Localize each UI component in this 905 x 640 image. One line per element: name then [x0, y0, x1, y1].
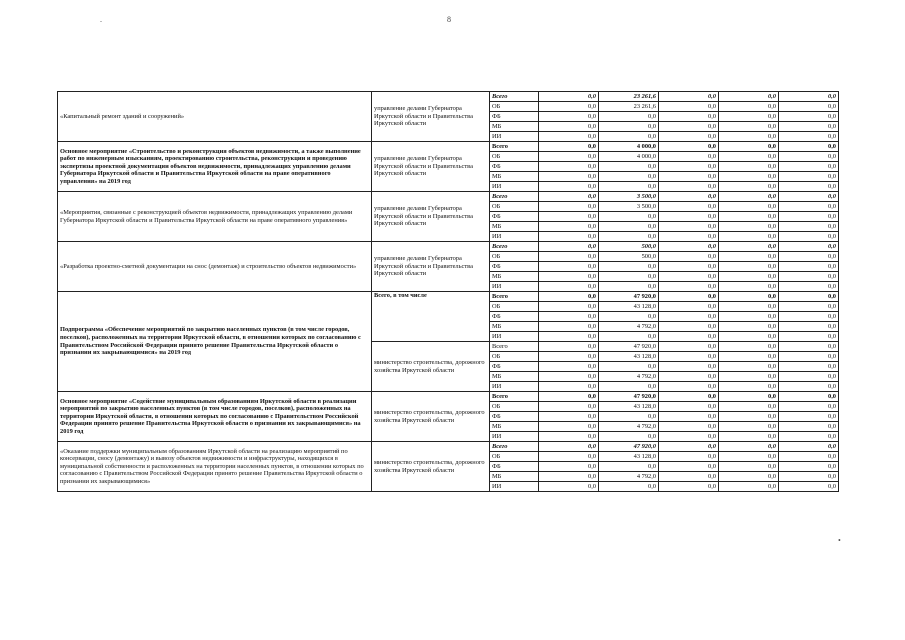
amount-cell: 0,0 — [599, 212, 659, 222]
amount-cell: 0,0 — [659, 182, 719, 192]
funding-source: ИИ — [490, 332, 539, 342]
amount-cell: 0,0 — [659, 422, 719, 432]
amount-cell: 0,0 — [719, 142, 779, 152]
responsible-org: управление делами Губернатора Иркутской области и Правительства Иркутской области — [372, 92, 490, 142]
amount-cell: 0,0 — [659, 452, 719, 462]
amount-cell: 0,0 — [779, 112, 839, 122]
amount-cell: 0,0 — [779, 162, 839, 172]
funding-source: ФБ — [490, 212, 539, 222]
amount-cell: 0,0 — [659, 142, 719, 152]
funding-source: ИИ — [490, 482, 539, 492]
amount-cell: 0,0 — [779, 232, 839, 242]
amount-cell: 0,0 — [719, 182, 779, 192]
amount-cell: 4 792,0 — [599, 372, 659, 382]
amount-cell: 0,0 — [719, 302, 779, 312]
funding-source: МБ — [490, 272, 539, 282]
amount-cell: 0,0 — [779, 322, 839, 332]
funding-source: ОБ — [490, 352, 539, 362]
amount-cell: 0,0 — [659, 352, 719, 362]
amount-cell: 0,0 — [659, 442, 719, 452]
amount-cell: 0,0 — [539, 312, 599, 322]
table-row — [58, 142, 839, 152]
activity-title: «Капитальный ремонт зданий и сооружений» — [58, 92, 372, 142]
activity-title: Основное мероприятие «Содействие муниципальным образованиям Иркутской области в реализации мероприятий по закрытию населенных пунктов (в том числе городов, поселков), расположенных на территории Иркутской области, в отношении которых по согласованию с Правительством Российской Федерации принято решение Правительства Иркутской области о признании их закрывающимися» на 2019 год — [58, 392, 372, 442]
amount-cell: 0,0 — [779, 312, 839, 322]
amount-cell: 0,0 — [779, 302, 839, 312]
funding-source: ФБ — [490, 412, 539, 422]
amount-cell: 0,0 — [719, 452, 779, 462]
activity-title: Основное мероприятие «Строительство и реконструкция объектов недвижимости, а также выполнение работ по инженерным изысканиям, проектированию строительства, реконструкции и проведению экспертизы проектной документации объектов недвижимости, принадлежащих управлению делами Губернатора Иркутской области и Правительства Иркутской области на праве оперативного управления» на 2019 год — [58, 142, 372, 192]
funding-source: Всего — [490, 442, 539, 452]
amount-cell: 0,0 — [719, 462, 779, 472]
funding-source: ОБ — [490, 152, 539, 162]
amount-cell: 0,0 — [659, 162, 719, 172]
amount-cell: 43 128,0 — [599, 302, 659, 312]
amount-cell: 0,0 — [599, 332, 659, 342]
amount-cell: 0,0 — [539, 92, 599, 102]
amount-cell: 0,0 — [599, 112, 659, 122]
funding-source: ИИ — [490, 182, 539, 192]
amount-cell: 0,0 — [659, 272, 719, 282]
funding-source: ФБ — [490, 312, 539, 322]
amount-cell: 0,0 — [659, 472, 719, 482]
amount-cell: 0,0 — [719, 292, 779, 302]
amount-cell: 43 128,0 — [599, 352, 659, 362]
amount-cell: 0,0 — [779, 282, 839, 292]
responsible-org: министерство строительства, дорожного хозяйства Иркутской области — [372, 392, 490, 442]
amount-cell: 0,0 — [779, 372, 839, 382]
table-row — [58, 392, 839, 402]
amount-cell: 0,0 — [599, 382, 659, 392]
amount-cell: 0,0 — [539, 362, 599, 372]
amount-cell: 0,0 — [719, 252, 779, 262]
responsible-org: управление делами Губернатора Иркутской области и Правительства Иркутской области — [372, 242, 490, 292]
amount-cell: 0,0 — [719, 192, 779, 202]
amount-cell: 47 920,0 — [599, 392, 659, 402]
funding-source: ФБ — [490, 362, 539, 372]
amount-cell: 0,0 — [719, 312, 779, 322]
amount-cell: 0,0 — [599, 172, 659, 182]
funding-source: ИИ — [490, 232, 539, 242]
amount-cell: 0,0 — [539, 412, 599, 422]
amount-cell: 0,0 — [659, 152, 719, 162]
amount-cell: 0,0 — [539, 242, 599, 252]
amount-cell: 0,0 — [539, 482, 599, 492]
amount-cell: 0,0 — [719, 392, 779, 402]
amount-cell: 0,0 — [779, 122, 839, 132]
amount-cell: 0,0 — [539, 122, 599, 132]
amount-cell: 0,0 — [539, 322, 599, 332]
amount-cell: 0,0 — [599, 262, 659, 272]
amount-cell: 0,0 — [539, 172, 599, 182]
amount-cell: 0,0 — [539, 252, 599, 262]
amount-cell: 0,0 — [779, 402, 839, 412]
funding-source: ИИ — [490, 132, 539, 142]
amount-cell: 0,0 — [539, 132, 599, 142]
funding-source: ФБ — [490, 262, 539, 272]
funding-source: ИИ — [490, 282, 539, 292]
amount-cell: 0,0 — [779, 472, 839, 482]
amount-cell: 500,0 — [599, 242, 659, 252]
amount-cell: 0,0 — [719, 152, 779, 162]
amount-cell: 0,0 — [539, 192, 599, 202]
funding-source: Всего — [490, 242, 539, 252]
amount-cell: 0,0 — [599, 162, 659, 172]
amount-cell: 0,0 — [539, 152, 599, 162]
amount-cell: 0,0 — [539, 222, 599, 232]
amount-cell: 4 000,0 — [599, 152, 659, 162]
amount-cell: 0,0 — [659, 92, 719, 102]
amount-cell: 0,0 — [659, 462, 719, 472]
amount-cell: 0,0 — [539, 352, 599, 362]
funding-source: ОБ — [490, 402, 539, 412]
amount-cell: 0,0 — [659, 412, 719, 422]
amount-cell: 0,0 — [719, 362, 779, 372]
amount-cell: 4 792,0 — [599, 472, 659, 482]
amount-cell: 0,0 — [539, 142, 599, 152]
amount-cell: 0,0 — [659, 312, 719, 322]
amount-cell: 0,0 — [779, 172, 839, 182]
amount-cell: 0,0 — [599, 222, 659, 232]
amount-cell: 0,0 — [779, 292, 839, 302]
funding-source: ФБ — [490, 112, 539, 122]
amount-cell: 47 920,0 — [599, 292, 659, 302]
budget-table-body — [58, 92, 839, 492]
amount-cell: 0,0 — [539, 402, 599, 412]
amount-cell: 0,0 — [659, 362, 719, 372]
amount-cell: 3 500,0 — [599, 202, 659, 212]
funding-source: Всего — [490, 92, 539, 102]
amount-cell: 0,0 — [719, 272, 779, 282]
amount-cell: 0,0 — [719, 402, 779, 412]
activity-title: «Оказание поддержки муниципальным образованиям Иркутской области на реализацию мероприятий по консервации, сносу (демонтажу) и вывозу объектов недвижимости и инфраструктуры, находящихся в муниципальной собственности и расположенных на территории населенных пунктов, в отношении которых по согласованию с Правительством Российской Федерации принято решение Правительства Иркутской области о признании их закрывающимися» — [58, 442, 372, 492]
table-row — [58, 242, 839, 252]
amount-cell: 0,0 — [659, 382, 719, 392]
amount-cell: 0,0 — [719, 92, 779, 102]
amount-cell: 0,0 — [719, 172, 779, 182]
amount-cell: 0,0 — [539, 212, 599, 222]
activity-title: «Мероприятия, связанные с реконструкцией объектов недвижимости, принадлежащих управлению делами Губернатора Иркутской области и Правительства Иркутской области на праве оперативного управления» — [58, 192, 372, 242]
amount-cell: 0,0 — [719, 122, 779, 132]
funding-source: Всего — [490, 142, 539, 152]
amount-cell: 0,0 — [599, 122, 659, 132]
amount-cell: 0,0 — [599, 132, 659, 142]
amount-cell: 0,0 — [659, 112, 719, 122]
funding-source: ОБ — [490, 452, 539, 462]
amount-cell: 0,0 — [659, 262, 719, 272]
funding-source: ФБ — [490, 462, 539, 472]
amount-cell: 23 261,6 — [599, 102, 659, 112]
amount-cell: 0,0 — [659, 202, 719, 212]
amount-cell: 0,0 — [779, 442, 839, 452]
amount-cell: 0,0 — [719, 442, 779, 452]
amount-cell: 0,0 — [659, 482, 719, 492]
amount-cell: 0,0 — [659, 432, 719, 442]
amount-cell: 47 920,0 — [599, 342, 659, 352]
amount-cell: 0,0 — [719, 342, 779, 352]
funding-source: Всего — [490, 192, 539, 202]
amount-cell: 0,0 — [779, 352, 839, 362]
amount-cell: 0,0 — [719, 132, 779, 142]
amount-cell: 0,0 — [659, 212, 719, 222]
amount-cell: 0,0 — [539, 332, 599, 342]
amount-cell: 0,0 — [599, 432, 659, 442]
amount-cell: 0,0 — [719, 212, 779, 222]
funding-source: ОБ — [490, 302, 539, 312]
amount-cell: 0,0 — [659, 322, 719, 332]
amount-cell: 0,0 — [539, 112, 599, 122]
funding-source: Всего — [490, 392, 539, 402]
funding-source: МБ — [490, 422, 539, 432]
amount-cell: 0,0 — [659, 332, 719, 342]
amount-cell: 0,0 — [719, 112, 779, 122]
amount-cell: 0,0 — [599, 462, 659, 472]
amount-cell: 0,0 — [539, 442, 599, 452]
amount-cell: 0,0 — [539, 432, 599, 442]
corner-mark: • — [838, 536, 841, 545]
funding-source: МБ — [490, 172, 539, 182]
activity-title: «Разработка проектно-сметной документации на снос (демонтаж) и строительство объектов недвижимости» — [58, 242, 372, 292]
amount-cell: 0,0 — [719, 352, 779, 362]
amount-cell: 0,0 — [659, 402, 719, 412]
amount-cell: 0,0 — [659, 232, 719, 242]
funding-source: МБ — [490, 322, 539, 332]
amount-cell: 43 128,0 — [599, 452, 659, 462]
budget-table — [57, 91, 839, 492]
amount-cell: 0,0 — [779, 392, 839, 402]
amount-cell: 0,0 — [779, 332, 839, 342]
amount-cell: 0,0 — [659, 372, 719, 382]
amount-cell: 0,0 — [659, 342, 719, 352]
amount-cell: 23 261,6 — [599, 92, 659, 102]
amount-cell: 0,0 — [779, 432, 839, 442]
amount-cell: 0,0 — [779, 242, 839, 252]
amount-cell: 0,0 — [719, 382, 779, 392]
amount-cell: 0,0 — [539, 232, 599, 242]
amount-cell: 0,0 — [779, 382, 839, 392]
table-row — [58, 92, 839, 102]
amount-cell: 0,0 — [719, 432, 779, 442]
amount-cell: 0,0 — [539, 382, 599, 392]
amount-cell: 0,0 — [539, 462, 599, 472]
amount-cell: 0,0 — [719, 102, 779, 112]
amount-cell: 0,0 — [779, 152, 839, 162]
funding-source: ФБ — [490, 162, 539, 172]
amount-cell: 0,0 — [599, 272, 659, 282]
amount-cell: 0,0 — [539, 292, 599, 302]
amount-cell: 0,0 — [659, 252, 719, 262]
table-row — [58, 442, 839, 452]
amount-cell: 0,0 — [599, 312, 659, 322]
amount-cell: 0,0 — [659, 122, 719, 132]
side-mark: . — [100, 15, 102, 24]
responsible-org: Всего, в том числе — [372, 292, 490, 342]
amount-cell: 0,0 — [659, 292, 719, 302]
amount-cell: 0,0 — [599, 482, 659, 492]
activity-title: Подпрограмма «Обеспечение мероприятий по закрытию населенных пунктов (в том числе городов, поселков), расположенных на территории Иркутской области, в отношении которых по согласованию с Правительством Российской Федерации принято решение Правительства Иркутской области о признании их закрывающимися» на 2019 год — [58, 292, 372, 392]
responsible-org: министерство строительства, дорожного хозяйства Иркутской области — [372, 442, 490, 492]
amount-cell: 0,0 — [719, 482, 779, 492]
amount-cell: 0,0 — [779, 412, 839, 422]
amount-cell: 0,0 — [539, 372, 599, 382]
amount-cell: 0,0 — [719, 422, 779, 432]
amount-cell: 0,0 — [779, 222, 839, 232]
amount-cell: 0,0 — [719, 202, 779, 212]
amount-cell: 4 000,0 — [599, 142, 659, 152]
amount-cell: 0,0 — [539, 392, 599, 402]
amount-cell: 0,0 — [719, 222, 779, 232]
amount-cell: 0,0 — [719, 322, 779, 332]
amount-cell: 0,0 — [659, 302, 719, 312]
amount-cell: 0,0 — [719, 242, 779, 252]
funding-source: МБ — [490, 372, 539, 382]
amount-cell: 0,0 — [779, 452, 839, 462]
amount-cell: 0,0 — [779, 182, 839, 192]
responsible-org: управление делами Губернатора Иркутской области и Правительства Иркутской области — [372, 142, 490, 192]
amount-cell: 0,0 — [719, 162, 779, 172]
amount-cell: 0,0 — [719, 412, 779, 422]
amount-cell: 47 920,0 — [599, 442, 659, 452]
funding-source: ИИ — [490, 432, 539, 442]
funding-source: Всего — [490, 292, 539, 302]
funding-source: МБ — [490, 222, 539, 232]
responsible-org: управление делами Губернатора Иркутской области и Правительства Иркутской области — [372, 192, 490, 242]
amount-cell: 0,0 — [599, 282, 659, 292]
amount-cell: 0,0 — [779, 272, 839, 282]
amount-cell: 0,0 — [779, 482, 839, 492]
amount-cell: 500,0 — [599, 252, 659, 262]
table-row — [58, 292, 839, 302]
amount-cell: 0,0 — [659, 132, 719, 142]
amount-cell: 0,0 — [539, 342, 599, 352]
table-row — [58, 192, 839, 202]
amount-cell: 0,0 — [779, 462, 839, 472]
amount-cell: 0,0 — [539, 272, 599, 282]
amount-cell: 0,0 — [779, 142, 839, 152]
amount-cell: 0,0 — [539, 182, 599, 192]
amount-cell: 0,0 — [539, 262, 599, 272]
amount-cell: 0,0 — [659, 172, 719, 182]
amount-cell: 0,0 — [779, 262, 839, 272]
amount-cell: 0,0 — [779, 212, 839, 222]
funding-source: Всего — [490, 342, 539, 352]
funding-source: ОБ — [490, 252, 539, 262]
amount-cell: 0,0 — [779, 192, 839, 202]
amount-cell: 0,0 — [659, 282, 719, 292]
amount-cell: 0,0 — [719, 472, 779, 482]
amount-cell: 0,0 — [779, 202, 839, 212]
amount-cell: 3 500,0 — [599, 192, 659, 202]
funding-source: МБ — [490, 472, 539, 482]
amount-cell: 0,0 — [779, 362, 839, 372]
amount-cell: 4 792,0 — [599, 322, 659, 332]
amount-cell: 0,0 — [719, 282, 779, 292]
amount-cell: 0,0 — [539, 282, 599, 292]
funding-source: ОБ — [490, 202, 539, 212]
amount-cell: 0,0 — [779, 102, 839, 112]
amount-cell: 0,0 — [719, 262, 779, 272]
amount-cell: 0,0 — [659, 192, 719, 202]
amount-cell: 0,0 — [779, 252, 839, 262]
amount-cell: 0,0 — [539, 202, 599, 212]
amount-cell: 0,0 — [659, 392, 719, 402]
amount-cell: 0,0 — [539, 452, 599, 462]
amount-cell: 0,0 — [659, 242, 719, 252]
amount-cell: 4 792,0 — [599, 422, 659, 432]
amount-cell: 0,0 — [719, 372, 779, 382]
amount-cell: 0,0 — [779, 422, 839, 432]
amount-cell: 0,0 — [659, 222, 719, 232]
amount-cell: 43 128,0 — [599, 402, 659, 412]
amount-cell: 0,0 — [719, 232, 779, 242]
amount-cell: 0,0 — [599, 362, 659, 372]
amount-cell: 0,0 — [539, 472, 599, 482]
funding-source: ИИ — [490, 382, 539, 392]
funding-source: МБ — [490, 122, 539, 132]
amount-cell: 0,0 — [779, 92, 839, 102]
amount-cell: 0,0 — [779, 342, 839, 352]
amount-cell: 0,0 — [539, 302, 599, 312]
amount-cell: 0,0 — [539, 162, 599, 172]
amount-cell: 0,0 — [539, 102, 599, 112]
responsible-org: министерство строительства, дорожного хозяйства Иркутской области — [372, 342, 490, 392]
funding-source: ОБ — [490, 102, 539, 112]
amount-cell: 0,0 — [539, 422, 599, 432]
amount-cell: 0,0 — [599, 232, 659, 242]
amount-cell: 0,0 — [779, 132, 839, 142]
page-number-mark: 8 — [447, 15, 451, 24]
amount-cell: 0,0 — [599, 182, 659, 192]
amount-cell: 0,0 — [719, 332, 779, 342]
amount-cell: 0,0 — [659, 102, 719, 112]
amount-cell: 0,0 — [599, 412, 659, 422]
